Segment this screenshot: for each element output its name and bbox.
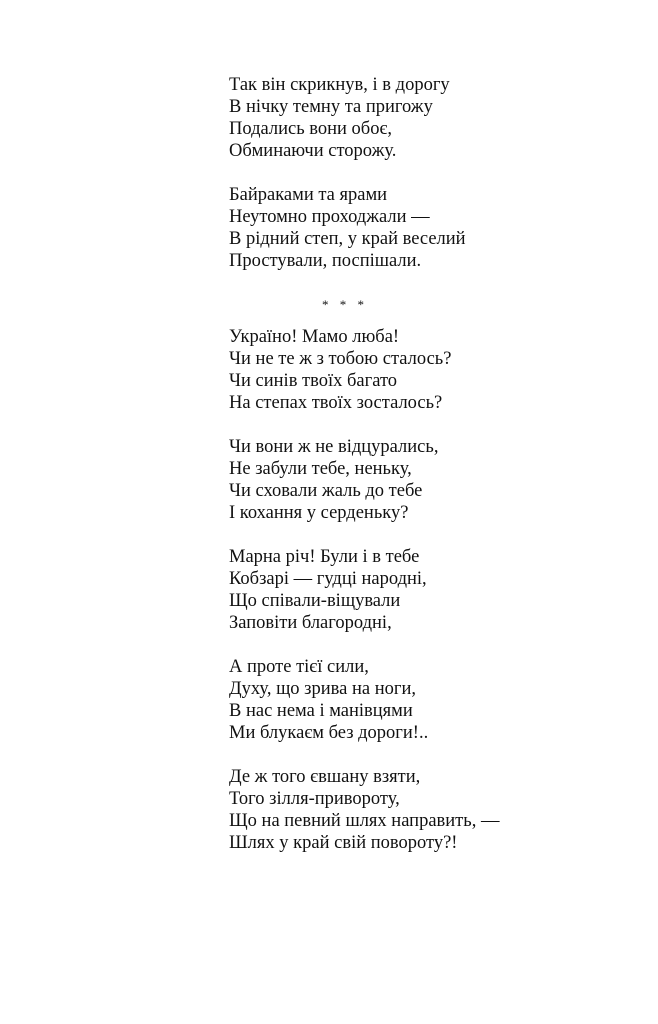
stanza xyxy=(229,656,629,744)
poem-line: Заповіти благородні, xyxy=(229,613,392,633)
poem-line: Того зілля-привороту, xyxy=(229,789,400,809)
poem-line: Що на певний шлях направить, — xyxy=(229,811,500,831)
poem-line: Марна річ! Були і в тебе xyxy=(229,547,420,567)
poem-line: Україно! Мамо люба! xyxy=(229,327,400,347)
poem-line: Духу, що зрива на ноги, xyxy=(229,679,416,699)
poem-line: Не забули тебе, неньку, xyxy=(229,459,412,479)
poem-line: Кобзарі — гудці народні, xyxy=(229,569,427,589)
poem xyxy=(229,74,629,854)
poem-line: В нас нема і манівцями xyxy=(229,701,413,721)
poem-line: Байраками та ярами xyxy=(229,185,388,205)
poem-line: Подались вони обоє, xyxy=(229,119,393,139)
stanza xyxy=(229,436,629,524)
poem-line: І кохання у серденьку? xyxy=(229,503,409,523)
stanza xyxy=(229,184,629,272)
poem-line: В нічку темну та пригожу xyxy=(229,97,433,117)
stanza xyxy=(229,74,629,162)
stanza xyxy=(229,766,629,854)
poem-line: На степах твоїх зосталось? xyxy=(229,393,443,413)
poem-line: Шлях у край свій повороту?! xyxy=(229,833,458,853)
poem-line: Що співали-віщували xyxy=(229,591,401,611)
poem-line: Чи вони ж не відцурались, xyxy=(229,437,439,457)
poem-line: Чи синів твоїх багато xyxy=(229,371,398,391)
poem-line: Ми блукаєм без дороги!.. xyxy=(229,723,429,743)
poem-line: Так він скрикнув, і в дорогу xyxy=(229,75,450,95)
poem-line: Чи не те ж з тобою сталось? xyxy=(229,349,452,369)
stanza xyxy=(229,546,629,634)
stanza xyxy=(229,326,629,414)
poem-line: Простували, поспішали. xyxy=(229,251,422,271)
poem-line: А проте тієї сили, xyxy=(229,657,369,677)
poem-line: Обминаючи сторожу. xyxy=(229,141,397,161)
poem-line: Чи сховали жаль до тебе xyxy=(229,481,423,501)
poem-line: Де ж того євшану взяти, xyxy=(229,767,421,787)
poem-line: В рідний степ, у край веселий xyxy=(229,229,466,249)
poem-line: Неутомно проходжали — xyxy=(229,207,430,227)
section-divider: * * * xyxy=(322,297,368,312)
